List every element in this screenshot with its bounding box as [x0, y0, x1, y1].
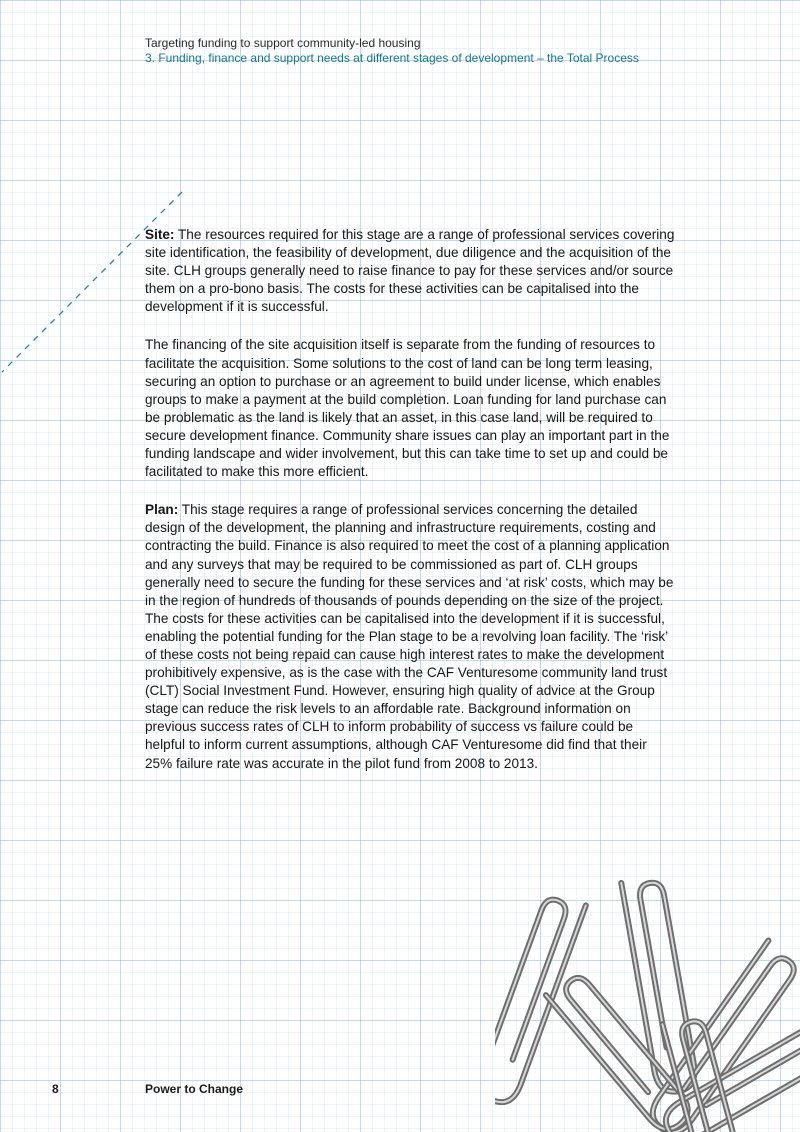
document-title: Targeting funding to support community-led housing — [145, 36, 421, 50]
site-heading: Site: — [145, 227, 175, 242]
main-content — [145, 226, 675, 793]
plan-text: This stage requires a range of professional services concerning the detailed design of the development, the planning and infrastructure requirements, costing and contracting the build. Finance is also required to meet the cost of a planning application and any surveys that may be required to be commissioned as part of. CLH groups generally need to secure the funding for these services and ‘at risk’ costs, which may be in the region of hundreds of thousands of pounds depending on the size of the project. The costs for these activities can be capitalised into the development if it is successful, enabling the potential funding for the Plan stage to be a revolving loan facility. The ‘risk’ of these costs not being repaid can cause high interest rates to make the development prohibitively expensive, as is the case with the CAF Venturesome community land trust (CLT) Social Investment Fund. However, ensuring high quality of advice at the Group stage can reduce the risk levels to an affordable rate. Background information on previous success rates of CLH to inform probability of success vs failure could be helpful to inform current assumptions, although CAF Venturesome did find that their 25% failure rate was accurate in the pilot fund from 2008 to 2013. — [145, 502, 674, 771]
paperclips-image — [495, 870, 800, 1132]
plan-paragraph — [145, 501, 675, 772]
page-number: 8 — [52, 1082, 59, 1096]
site-paragraph — [145, 226, 675, 316]
section-title: 3. Funding, finance and support needs at different stages of development – the Total Process — [145, 51, 639, 65]
plan-heading: Plan: — [145, 502, 179, 518]
financing-paragraph: The financing of the site acquisition itself is separate from the funding of resources to facilitate the acquisition. Some solutions to the cost of land can be long term leasing, securing an option to purchase or an agreement to build under license, which enables groups to make a payment at the build completion. Loan funding for land purchase can be problematic as the land is likely that an asset, in this case land, will be required to secure development finance. Community share issues can play an important part in the funding landscape and wider involvement, but this can take time to set up and could be facilitated to make this more efficient. — [145, 337, 670, 480]
page-header — [145, 36, 639, 66]
footer-brand: Power to Change — [145, 1082, 244, 1096]
site-text: The resources required for this stage are a range of professional services covering site identification, the feasibility of development, due diligence and the acquisition of the site. CLH groups generally need to raise finance to pay for these services and/or source them on a pro-bono basis. The costs for these activities can be capitalised into the development if it is successful. — [145, 227, 675, 315]
